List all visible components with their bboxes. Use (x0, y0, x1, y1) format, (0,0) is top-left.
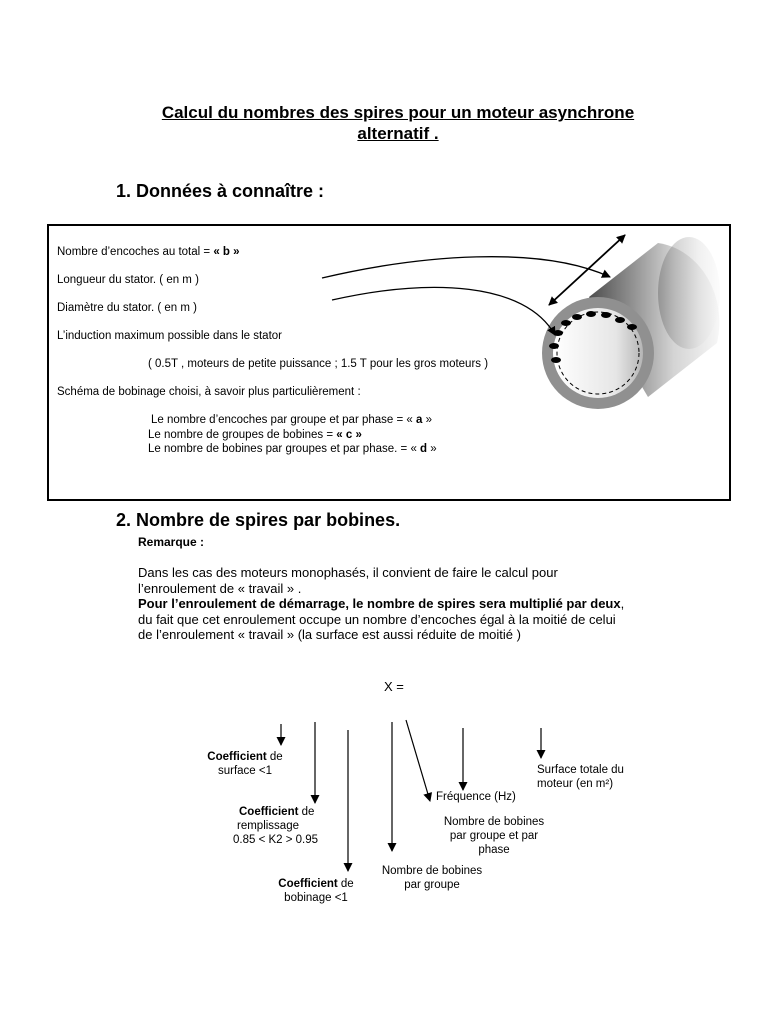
coef-de: de (266, 751, 283, 763)
label-coef-remplissage-line1 (225, 805, 345, 819)
item-d-var: d (420, 443, 428, 455)
label-coef-remplissage (225, 805, 345, 847)
coef-bold: Coefficient (239, 806, 299, 818)
p2-after: , (620, 596, 625, 611)
label-frequence: Fréquence (Hz) (436, 791, 516, 803)
label-coef-remplissage-line3: 0.85 < K2 > 0.95 (233, 834, 319, 846)
label-surface-totale-line2: moteur (en m²) (537, 778, 614, 790)
item-encoches-text: Nombre d’encoches au total = (57, 246, 214, 258)
label-coef-surface-line2: surface <1 (217, 765, 273, 777)
p2-line2: du fait que cet enroulement occupe un nombre d’encoches égal à la moitié de celui (138, 611, 616, 627)
title-line-1: Calcul du nombres des spires pour un moteur asynchrone (161, 103, 635, 122)
item-longueur: Longueur du stator. ( en m ) (57, 274, 199, 286)
label-nb-phase-line3: phase (478, 844, 510, 856)
remarque-label: Remarque : (138, 535, 205, 549)
item-d-text: Le nombre de bobines par groupes et par phase. = « (148, 443, 421, 455)
title-line-2: alternatif . (357, 124, 439, 143)
section2-heading: 2. Nombre de spires par bobines. (116, 510, 401, 530)
item-encoches-var: « b » (213, 246, 240, 258)
label-surface-totale (537, 763, 647, 791)
item-schema: Schéma de bobinage choisi, à savoir plus particulièrement : (57, 386, 361, 398)
label-nb-groupe-line2: par groupe (404, 879, 460, 891)
label-coef-bobinage-line1 (266, 877, 366, 891)
item-a-var: a (416, 414, 423, 426)
arrow-frequence (406, 720, 430, 801)
label-coef-bobinage (266, 877, 366, 905)
label-coef-remplissage-line2: remplissage (237, 820, 299, 832)
label-coef-surface-line1 (195, 750, 295, 764)
coef-de: de (298, 806, 315, 818)
label-nb-groupe (370, 864, 494, 892)
formula-x: X = (384, 679, 404, 694)
section1-heading: 1. Données à connaître : (116, 181, 325, 201)
coef-bold: Coefficient (207, 751, 267, 763)
item-induction: L’induction maximum possible dans le stator (57, 330, 283, 342)
item-a-suffix: » (422, 414, 432, 426)
item-induction-note: ( 0.5T , moteurs de petite puissance ; 1.5 T pour les gros moteurs ) (148, 358, 489, 370)
coef-de: de (337, 878, 354, 890)
label-coef-surface (195, 750, 295, 778)
item-c-text: Le nombre de groupes de bobines = (148, 429, 337, 441)
p2-bold: Pour l’enroulement de démarrage, le nombre de spires sera multiplié par deux (138, 596, 621, 611)
p1-line1: Dans les cas des moteurs monophasés, il convient de faire le calcul pour (138, 565, 558, 580)
label-coef-bobinage-line2: bobinage <1 (284, 892, 348, 904)
coef-bold: Coefficient (278, 878, 338, 890)
item-d-suffix: » (427, 443, 437, 455)
item-c-var: « c » (336, 429, 362, 441)
label-nb-groupe-line1: Nombre de bobines (381, 865, 483, 877)
label-nb-phase-line1: Nombre de bobines (443, 816, 545, 828)
item-diametre: Diamètre du stator. ( en m ) (57, 302, 197, 314)
p2-line3: de l’enroulement « travail » (la surface est aussi réduite de moitié ) (138, 627, 521, 642)
label-surface-totale-line1: Surface totale du (537, 764, 624, 776)
p1-line2: l’enroulement de « travail » . (138, 580, 302, 596)
item-a-text: Le nombre d’encoches par groupe et par phase = « (151, 414, 416, 426)
label-nb-phase-line2: par groupe et par (449, 830, 539, 842)
label-nb-phase (432, 815, 556, 857)
